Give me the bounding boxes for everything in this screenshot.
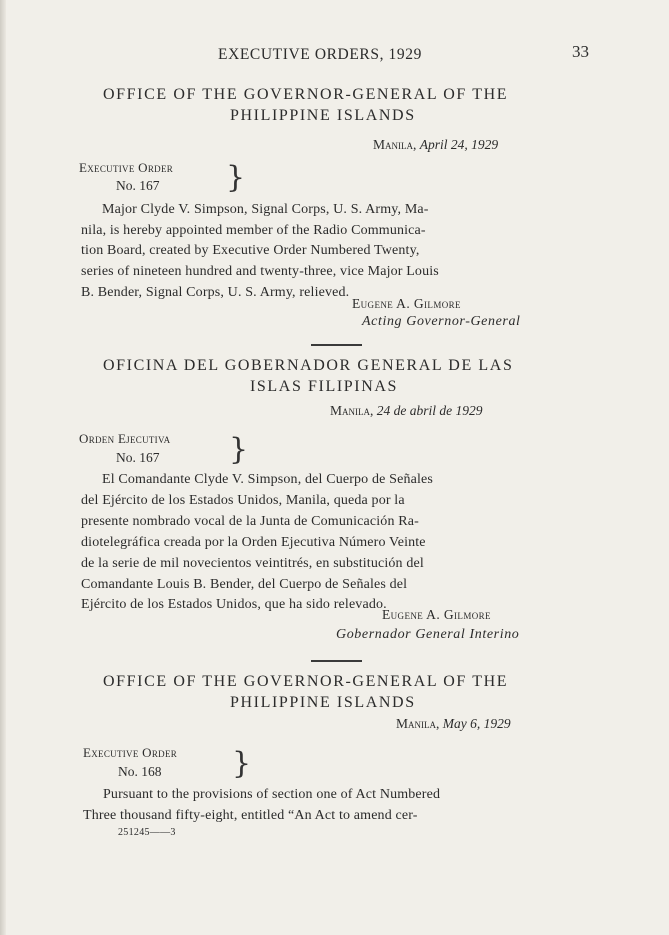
section3-body-line: Pursuant to the provisions of section one of Act Numbered <box>103 787 441 802</box>
section1-brace: } <box>226 160 246 195</box>
section2-signature-name: Eugene A. Gilmore <box>382 607 491 622</box>
section2-signature-title: Gobernador General Interino <box>336 627 520 642</box>
section1-heading-line2: PHILIPPINE ISLANDS <box>230 107 416 124</box>
section-divider <box>311 660 362 662</box>
section1-heading-line1: OFFICE OF THE GOVERNOR-GENERAL OF THE <box>103 86 509 103</box>
section1-dateline <box>373 137 498 153</box>
section1-date: April 24, 1929 <box>419 137 499 152</box>
section1-body-line: Major Clyde V. Simpson, Signal Corps, U. S. Army, Ma- <box>102 202 429 217</box>
section3-order-number: No. 168 <box>118 764 162 779</box>
section3-brace: } <box>232 746 252 781</box>
section3-body-line: Three thousand fifty-eight, entitled “An Act to amend cer- <box>83 808 418 823</box>
section2-heading-line2: ISLAS FILIPINAS <box>250 378 399 395</box>
section2-body-line: Comandante Louis B. Bender, del Cuerpo de Señales del <box>81 577 408 592</box>
section1-body-line: B. Bender, Signal Corps, U. S. Army, relieved. <box>81 285 350 300</box>
section1-signature-name: Eugene A. Gilmore <box>352 296 461 311</box>
section2-body-line: presente nombrado vocal de la Junta de Comunicación Ra- <box>81 514 419 529</box>
section3-order-label: Executive Order <box>83 745 178 760</box>
page-edge-shadow <box>0 0 6 935</box>
section1-body-line: series of nineteen hundred and twenty-three, vice Major Louis <box>81 264 439 279</box>
section3-place: Manila, <box>396 716 440 731</box>
section1-place: Manila, <box>373 137 417 152</box>
printer-signature-code: 251245——3 <box>118 827 176 838</box>
section1-signature-title: Acting Governor-General <box>362 314 521 329</box>
section3-heading-line1: OFFICE OF THE GOVERNOR-GENERAL OF THE <box>103 673 509 690</box>
section2-heading-line1: OFICINA DEL GOBERNADOR GENERAL DE LAS <box>103 357 514 374</box>
section2-body-line: Ejército de los Estados Unidos, que ha sido relevado. <box>81 597 387 612</box>
section3-heading-line2: PHILIPPINE ISLANDS <box>230 694 416 711</box>
section-divider <box>311 344 362 346</box>
section2-place: Manila, <box>330 403 374 418</box>
section2-body-line: El Comandante Clyde V. Simpson, del Cuerpo de Señales <box>102 472 433 487</box>
section1-order-label: Executive Order <box>79 160 174 175</box>
section2-body-line: de la serie de mil novecientos veintitrés, en substitución del <box>81 556 424 571</box>
section2-body-line: del Ejército de los Estados Unidos, Manila, queda por la <box>81 493 405 508</box>
page-number: 33 <box>572 42 589 61</box>
section2-date: 24 de abril de 1929 <box>376 403 483 418</box>
running-head: EXECUTIVE ORDERS, 1929 <box>218 46 422 63</box>
section1-body-line: nila, is hereby appointed member of the Radio Communica- <box>81 223 426 238</box>
section2-dateline <box>330 403 483 419</box>
section2-order-number: No. 167 <box>116 450 160 465</box>
section3-dateline <box>396 716 511 732</box>
section1-order-number: No. 167 <box>116 178 160 193</box>
section2-body-line: diotelegráfica creada por la Orden Ejecutiva Número Veinte <box>81 535 426 550</box>
section1-body-line: tion Board, created by Executive Order Numbered Twenty, <box>81 243 420 258</box>
section3-date: May 6, 1929 <box>442 716 511 731</box>
section2-order-label: Orden Ejecutiva <box>79 431 171 446</box>
section2-brace: } <box>229 432 249 467</box>
